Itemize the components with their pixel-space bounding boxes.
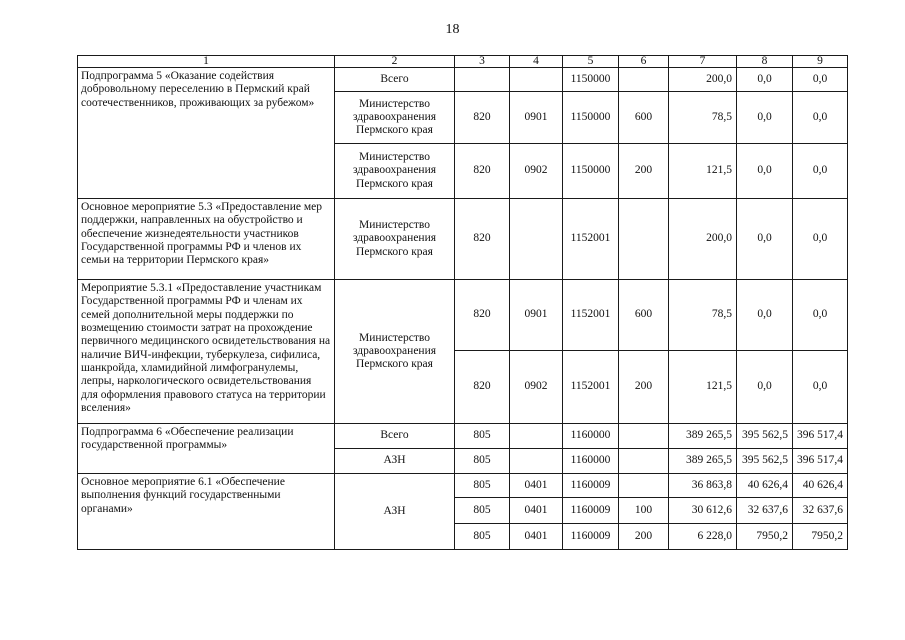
cell-col3: 820 — [455, 280, 510, 351]
executor-cell: АЗН — [335, 449, 455, 474]
cell-col7: 389 265,5 — [669, 424, 737, 449]
cell-col6 — [619, 68, 669, 92]
cell-col3: 820 — [455, 144, 510, 199]
cell-col3: 805 — [455, 449, 510, 474]
cell-col7: 200,0 — [669, 68, 737, 92]
budget-table — [77, 55, 848, 550]
cell-col6: 200 — [619, 144, 669, 199]
cell-col8: 0,0 — [737, 280, 793, 351]
cell-col3: 820 — [455, 351, 510, 424]
cell-col4: 0401 — [510, 498, 563, 524]
cell-col9: 396 517,4 — [793, 449, 848, 474]
page-number: 18 — [445, 22, 460, 37]
cell-col4: 0901 — [510, 280, 563, 351]
cell-col8: 395 562,5 — [737, 424, 793, 449]
cell-col9: 0,0 — [793, 351, 848, 424]
executor-cell: АЗН — [335, 474, 455, 550]
program-name-cell: Мероприятие 5.3.1 «Предоставление участникам Государственной программы РФ и членам их семей дополнительной меры поддержки по возмещению стоимости затрат на прохождение первичного медицинского освидетельствования на наличие ВИЧ-инфекции, туберкулеза, сифилиса, шанкройда, хламидийной лимфогранулемы, лепры, наркологического освидетельствования для оформления правового статуса на территории вселения» — [78, 280, 335, 424]
column-header: 9 — [793, 56, 848, 68]
cell-col7: 36 863,8 — [669, 474, 737, 498]
cell-col4: 0901 — [510, 92, 563, 144]
cell-col9: 7950,2 — [793, 524, 848, 550]
executor-cell: Министерство здравоохранения Пермского края — [335, 280, 455, 424]
cell-col6: 600 — [619, 280, 669, 351]
cell-col9: 0,0 — [793, 280, 848, 351]
cell-col4: 0401 — [510, 474, 563, 498]
cell-col7: 389 265,5 — [669, 449, 737, 474]
cell-col8: 0,0 — [737, 351, 793, 424]
cell-col9: 0,0 — [793, 92, 848, 144]
column-header: 7 — [669, 56, 737, 68]
cell-col4: 0902 — [510, 144, 563, 199]
cell-col5: 1152001 — [563, 351, 619, 424]
cell-col6 — [619, 199, 669, 280]
cell-col9: 32 637,6 — [793, 498, 848, 524]
cell-col5: 1160009 — [563, 474, 619, 498]
cell-col3: 820 — [455, 199, 510, 280]
cell-col4 — [510, 424, 563, 449]
cell-col8: 0,0 — [737, 68, 793, 92]
cell-col3: 805 — [455, 424, 510, 449]
column-header: 2 — [335, 56, 455, 68]
column-header: 6 — [619, 56, 669, 68]
cell-col6: 200 — [619, 351, 669, 424]
cell-col5: 1150000 — [563, 92, 619, 144]
cell-col9: 0,0 — [793, 144, 848, 199]
cell-col3: 805 — [455, 474, 510, 498]
cell-col7: 6 228,0 — [669, 524, 737, 550]
cell-col4 — [510, 68, 563, 92]
header-row — [78, 56, 848, 68]
cell-col5: 1160009 — [563, 524, 619, 550]
cell-col3: 805 — [455, 524, 510, 550]
cell-col5: 1152001 — [563, 199, 619, 280]
cell-col7: 121,5 — [669, 351, 737, 424]
column-header: 3 — [455, 56, 510, 68]
cell-col4 — [510, 449, 563, 474]
cell-col8: 395 562,5 — [737, 449, 793, 474]
cell-col6: 600 — [619, 92, 669, 144]
cell-col6 — [619, 424, 669, 449]
cell-col7: 30 612,6 — [669, 498, 737, 524]
cell-col7: 200,0 — [669, 199, 737, 280]
column-header: 4 — [510, 56, 563, 68]
cell-col5: 1150000 — [563, 68, 619, 92]
executor-cell: Министерство здравоохранения Пермского края — [335, 92, 455, 144]
cell-col8: 0,0 — [737, 199, 793, 280]
program-name-cell: Основное мероприятие 6.1 «Обеспечение выполнения функций государственными органами» — [78, 474, 335, 550]
cell-col9: 396 517,4 — [793, 424, 848, 449]
cell-col3 — [455, 68, 510, 92]
table-row — [78, 199, 848, 280]
executor-cell: Министерство здравоохранения Пермского края — [335, 199, 455, 280]
cell-col8: 32 637,6 — [737, 498, 793, 524]
cell-col5: 1160009 — [563, 498, 619, 524]
cell-col3: 820 — [455, 92, 510, 144]
cell-col5: 1160000 — [563, 449, 619, 474]
cell-col7: 78,5 — [669, 92, 737, 144]
cell-col9: 0,0 — [793, 68, 848, 92]
cell-col4: 0401 — [510, 524, 563, 550]
program-name-cell: Подпрограмма 5 «Оказание содействия добровольному переселению в Пермский край соотечественников, проживающих за рубежом» — [78, 68, 335, 199]
cell-col6 — [619, 449, 669, 474]
cell-col6 — [619, 474, 669, 498]
cell-col9: 40 626,4 — [793, 474, 848, 498]
cell-col7: 78,5 — [669, 280, 737, 351]
program-name-cell: Основное мероприятие 5.3 «Предоставление мер поддержки, направленных на обустройство и обеспечение жизнедеятельности участников Государственной программы РФ и членов их семьи на территории Пермского края» — [78, 199, 335, 280]
program-name-cell: Подпрограмма 6 «Обеспечение реализации государственной программы» — [78, 424, 335, 474]
column-header: 1 — [78, 56, 335, 68]
cell-col6: 200 — [619, 524, 669, 550]
cell-col5: 1160000 — [563, 424, 619, 449]
cell-col5: 1150000 — [563, 144, 619, 199]
cell-col6: 100 — [619, 498, 669, 524]
executor-cell: Всего — [335, 68, 455, 92]
table-row — [78, 68, 848, 92]
table-row — [78, 424, 848, 449]
cell-col8: 7950,2 — [737, 524, 793, 550]
table-row — [78, 280, 848, 351]
table-row — [78, 474, 848, 498]
cell-col8: 0,0 — [737, 144, 793, 199]
column-header: 8 — [737, 56, 793, 68]
cell-col5: 1152001 — [563, 280, 619, 351]
column-header: 5 — [563, 56, 619, 68]
cell-col4 — [510, 199, 563, 280]
cell-col4: 0902 — [510, 351, 563, 424]
cell-col8: 0,0 — [737, 92, 793, 144]
executor-cell: Министерство здравоохранения Пермского края — [335, 144, 455, 199]
cell-col8: 40 626,4 — [737, 474, 793, 498]
cell-col3: 805 — [455, 498, 510, 524]
cell-col7: 121,5 — [669, 144, 737, 199]
cell-col9: 0,0 — [793, 199, 848, 280]
executor-cell: Всего — [335, 424, 455, 449]
